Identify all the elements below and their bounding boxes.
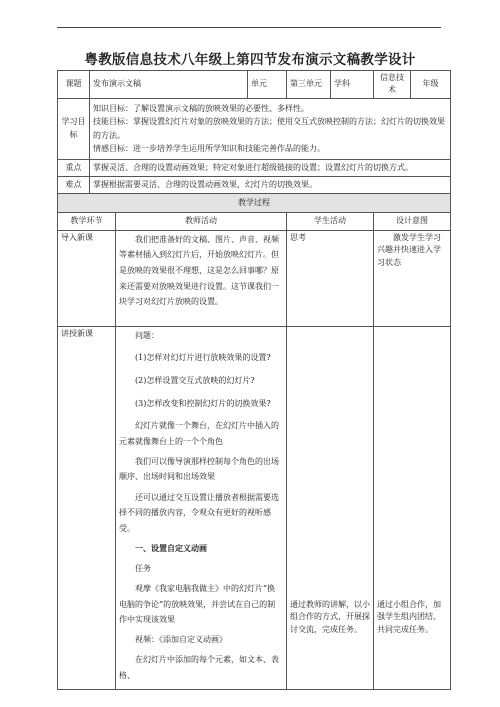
key-row <box>58 159 451 176</box>
key-label: 重点 <box>58 159 90 176</box>
intro-teacher <box>116 230 287 326</box>
intro-teacher-text: 我们把准备好的文稿、图片、声音、视频等素材插入到幻灯片后，开始放映幻灯片。但是放映的效果很不理想，这是怎么回事哪？原来还需要对放映效果进行设置。这节课我们一块学习对幻灯片放映的设置。 <box>119 234 279 307</box>
grade-label: 年级 <box>411 71 451 99</box>
difficulty-row <box>58 176 451 193</box>
info-row <box>58 71 451 99</box>
unit-value: 第三单元 <box>287 71 331 99</box>
course-label: 课题 <box>58 71 90 99</box>
col-stage: 教学环节 <box>58 212 116 230</box>
key-text: 掌握灵活、合理的设置动画效果；特定对象进行超级链接的设置；设置幻灯片的切换方式。 <box>90 159 451 176</box>
lecture-intent: 通过小组合作，加强学生组内团结、共同完成任务。 <box>374 326 451 689</box>
page-title: 粤教版信息技术八年级上第四节发布演示文稿教学设计 <box>84 52 416 68</box>
lecture-stage: 讲授新课 <box>58 326 116 689</box>
lesson-plan-table <box>57 70 451 690</box>
lecture-teacher <box>116 326 287 689</box>
header-rule <box>57 27 441 28</box>
lecture-student: 通过教师的讲解，以小组合作的方式，开展探讨交流，完成任务。 <box>287 326 374 689</box>
lecture-para-interactive: 还可以通过交互设置让播放者根据需要选择不同的播放内容，令观众有更好的视听感受。 <box>119 492 279 533</box>
column-header-row <box>58 212 451 230</box>
lecture-para-director: 我们可以像导演那样控制每个角色的出场顺序、出场时间和出场效果 <box>119 456 279 482</box>
video-label: 视频：《添加自定义动画》 <box>135 635 227 645</box>
task-label: 任务 <box>135 563 151 573</box>
col-intent: 设计意图 <box>374 212 451 230</box>
question-heading: 问题： <box>135 330 159 340</box>
goals-content <box>90 98 451 159</box>
question-1: (1)怎样对幻灯片进行放映效果的设置? <box>135 353 271 363</box>
intro-intent: 激发学生学习兴趣并快速进入学习状态 <box>374 230 451 326</box>
intro-stage: 导入新课 <box>58 230 116 326</box>
difficulty-text: 掌握根据需要灵活、合理的设置动画效果，幻灯片的切换效果。 <box>90 176 451 193</box>
lecture-row <box>58 326 451 689</box>
col-student: 学生活动 <box>287 212 374 230</box>
question-2: (2)怎样设置交互式放映的幻灯片? <box>135 375 255 385</box>
goal-skill: 技能目标：掌握设置幻灯片对象的放映效果的方法；使用交互式放映控制的方法；幻灯片的切换效果的方法。 <box>93 117 445 140</box>
goals-label: 学习目标 <box>58 98 90 159</box>
section-heading: 一、设置自定义动画 <box>135 542 207 553</box>
goal-knowledge: 知识目标：了解设置演示文稿的放映效果的必要性、多样性。 <box>93 103 309 113</box>
unit-label: 单元 <box>248 71 287 99</box>
intro-row <box>58 230 451 326</box>
question-3: (3)怎样改变和控制幻灯片的切换效果? <box>135 398 271 408</box>
process-header: 教学过程 <box>58 193 451 212</box>
lecture-para-stage: 幻灯片就像一个舞台，在幻灯片中插入的元素就像舞台上的一个个角色 <box>119 421 279 446</box>
subject-label: 学科 <box>331 71 374 99</box>
lecture-para-elements: 在幻灯片中添加的每个元素，如文本、表格、 <box>119 655 279 680</box>
col-teacher: 教师活动 <box>116 212 287 230</box>
intro-student: 思考 <box>287 230 374 326</box>
goal-emotion: 情感目标：进一步培养学生运用所学知识和技能完善作品的能力。 <box>93 144 325 154</box>
goals-row <box>58 98 451 159</box>
subject-value: 信息技术 <box>374 71 411 99</box>
process-header-row <box>58 193 451 212</box>
task-text: 观摩《我家电脑我做主》中的幻灯片“换电脑的争论”的放映效果，并尝试在自己的制作中实现该效果 <box>119 584 276 625</box>
difficulty-label: 难点 <box>58 176 90 193</box>
course-value: 发布演示文稿 <box>90 71 248 99</box>
